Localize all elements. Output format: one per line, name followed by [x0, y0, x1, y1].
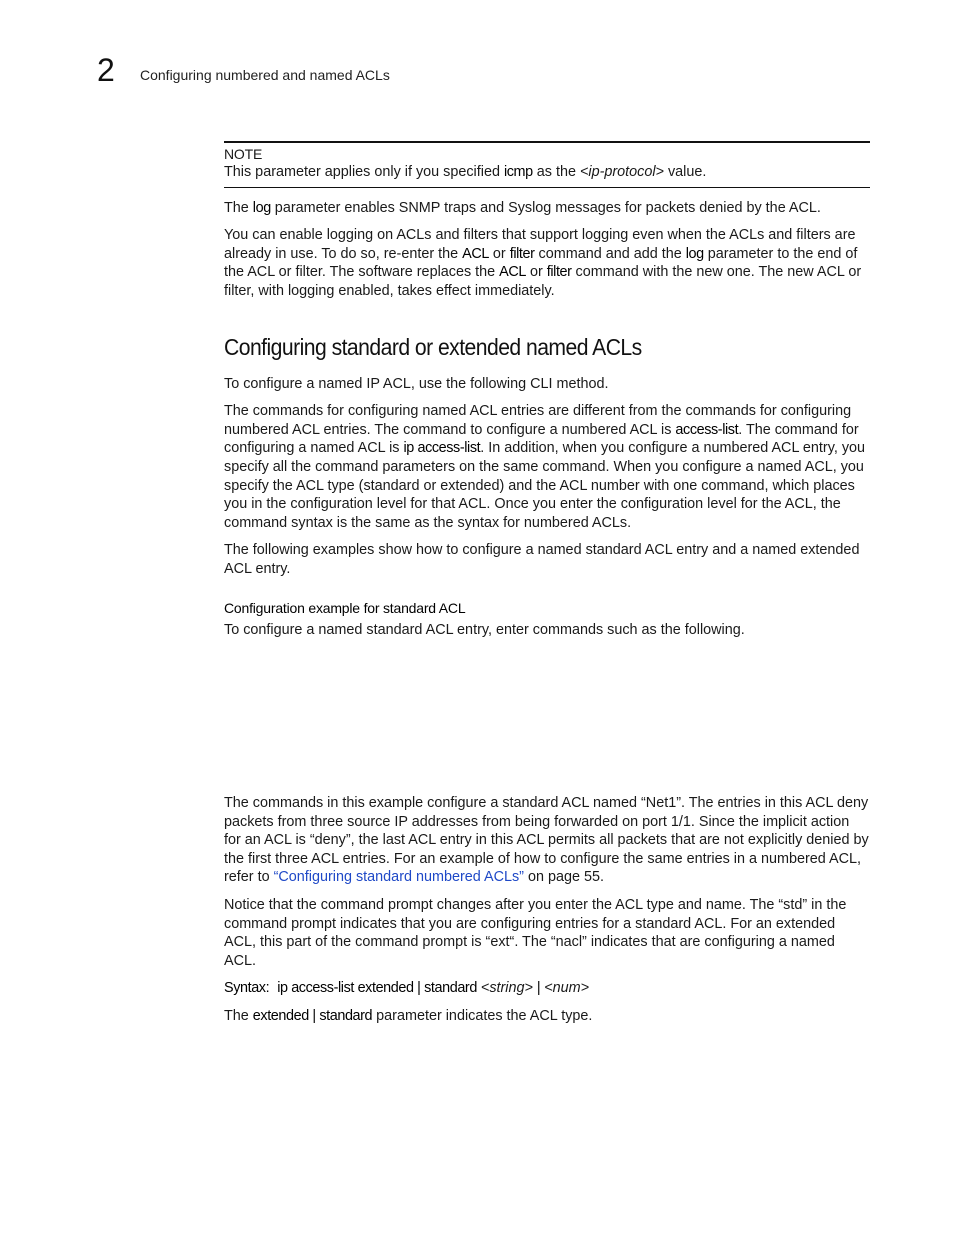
- paragraph-log-parameter: [224, 199, 870, 218]
- subheading-standard-acl: Configuration example for standard ACL: [224, 599, 466, 616]
- cross-reference-link[interactable]: “Configuring standard numbered ACLs”: [273, 869, 524, 886]
- text-part: The commands for configuring named ACL entries are different from the commands for configuring numbered ACL entries. The command to configure a numbered ACL is: [224, 403, 852, 438]
- keyword-acl: ACL: [499, 264, 526, 281]
- text-part: command and add the: [534, 245, 686, 262]
- paragraph-intro: To configure a named IP ACL, use the following CLI method.: [224, 375, 609, 392]
- note-text-part: value.: [663, 164, 707, 180]
- keyword-extended-standard: extended | standard: [252, 1008, 373, 1025]
- text-part: . The command for configuring a named ACL is: [224, 421, 859, 457]
- keyword-acl: ACL: [462, 245, 489, 262]
- text-part: parameter to the end of the ACL or filter. The software replaces the: [224, 245, 858, 281]
- text-part: . In addition, when you configure a numbered ACL entry, you specify all the command parameters on the same command. When you configure a named ACL, you specify the ACL type (standard or extended) and the ACL number with one command, which places you in the configuration level for that ACL. Once you enter the configuration level for the ACL, the command syntax is the same as the syntax for numbered ACLs.: [224, 440, 866, 531]
- keyword-icmp: icmp: [503, 164, 533, 180]
- paragraph-commands: [224, 402, 870, 532]
- note-box: [224, 141, 870, 188]
- keyword-access-list: access-list: [675, 421, 739, 438]
- paragraph-standard-acl: To configure a named standard ACL entry, enter commands such as the following.: [224, 621, 745, 638]
- text-part: You can enable logging on ACLs and filters that support logging even when the ACLs and filters are already in use. To do so, re-enter the: [224, 227, 856, 262]
- text-part: or: [488, 245, 510, 262]
- paragraph-example-explained: [224, 794, 870, 887]
- keyword-filter: filter: [546, 264, 572, 281]
- syntax-line: [224, 979, 870, 998]
- chapter-number: 2: [97, 52, 115, 88]
- text-part: parameter indicates the ACL type.: [372, 1008, 593, 1025]
- arg-ip-protocol: <ip-protocol>: [579, 164, 664, 180]
- text-part: on page 55.: [523, 869, 604, 886]
- text-part: parameter enables SNMP traps and Syslog messages for packets denied by the ACL.: [270, 199, 821, 216]
- syntax-command: ip access-list extended | standard: [277, 980, 477, 997]
- note-label: NOTE: [224, 146, 263, 162]
- text-part: command with the new one. The new ACL or filter, with logging enabled, takes effect immediately.: [224, 264, 862, 299]
- paragraph-enable-logging: [224, 226, 870, 300]
- paragraph-acl-type-parameter: [224, 1007, 870, 1026]
- syntax-arg-string: <string>: [480, 980, 533, 997]
- text-part: The: [224, 199, 253, 216]
- syntax-arg-num: <num>: [544, 980, 590, 997]
- text-part: The: [224, 1008, 253, 1025]
- page-body: [224, 141, 870, 1026]
- keyword-log: log: [252, 199, 271, 216]
- syntax-label: Syntax:: [224, 980, 270, 997]
- paragraph-examples: The following examples show how to configure a named standard ACL entry and a named extended ACL entry.: [224, 542, 860, 577]
- syntax-separator: |: [536, 980, 541, 997]
- keyword-log: log: [685, 245, 704, 262]
- running-header-title: Configuring numbered and named ACLs: [140, 67, 390, 83]
- code-example-area: [224, 639, 870, 794]
- text-part: The commands in this example configure a standard ACL named “Net1”. The entries in this ACL deny packets from three source IP addresses from being forwarded on port 1/1. Since the implicit action for an ACL is “deny”, the last ACL entry in this ACL permits all packets that are not explicitly denied by the first three ACL entries. For an example of how to configure the same entries in a numbered ACL, refer to: [224, 795, 869, 886]
- keyword-filter: filter: [509, 245, 535, 262]
- keyword-ip-access-list: ip access-list: [403, 440, 481, 457]
- note-text-part: This parameter applies only if you specified: [224, 164, 504, 180]
- paragraph-notice: Notice that the command prompt changes after you enter the ACL type and name. The “std” in the command prompt indicates that you are configuring entries for a standard ACL. For an extended ACL, this part of the command prompt is “ext“. The “nacl” indicates that are configuring a named ACL.: [224, 897, 847, 969]
- note-text: [224, 163, 870, 182]
- note-text-part: as the: [532, 164, 580, 180]
- section-heading: Configuring standard or extended named ACLs: [224, 333, 642, 360]
- text-part: or: [525, 264, 547, 281]
